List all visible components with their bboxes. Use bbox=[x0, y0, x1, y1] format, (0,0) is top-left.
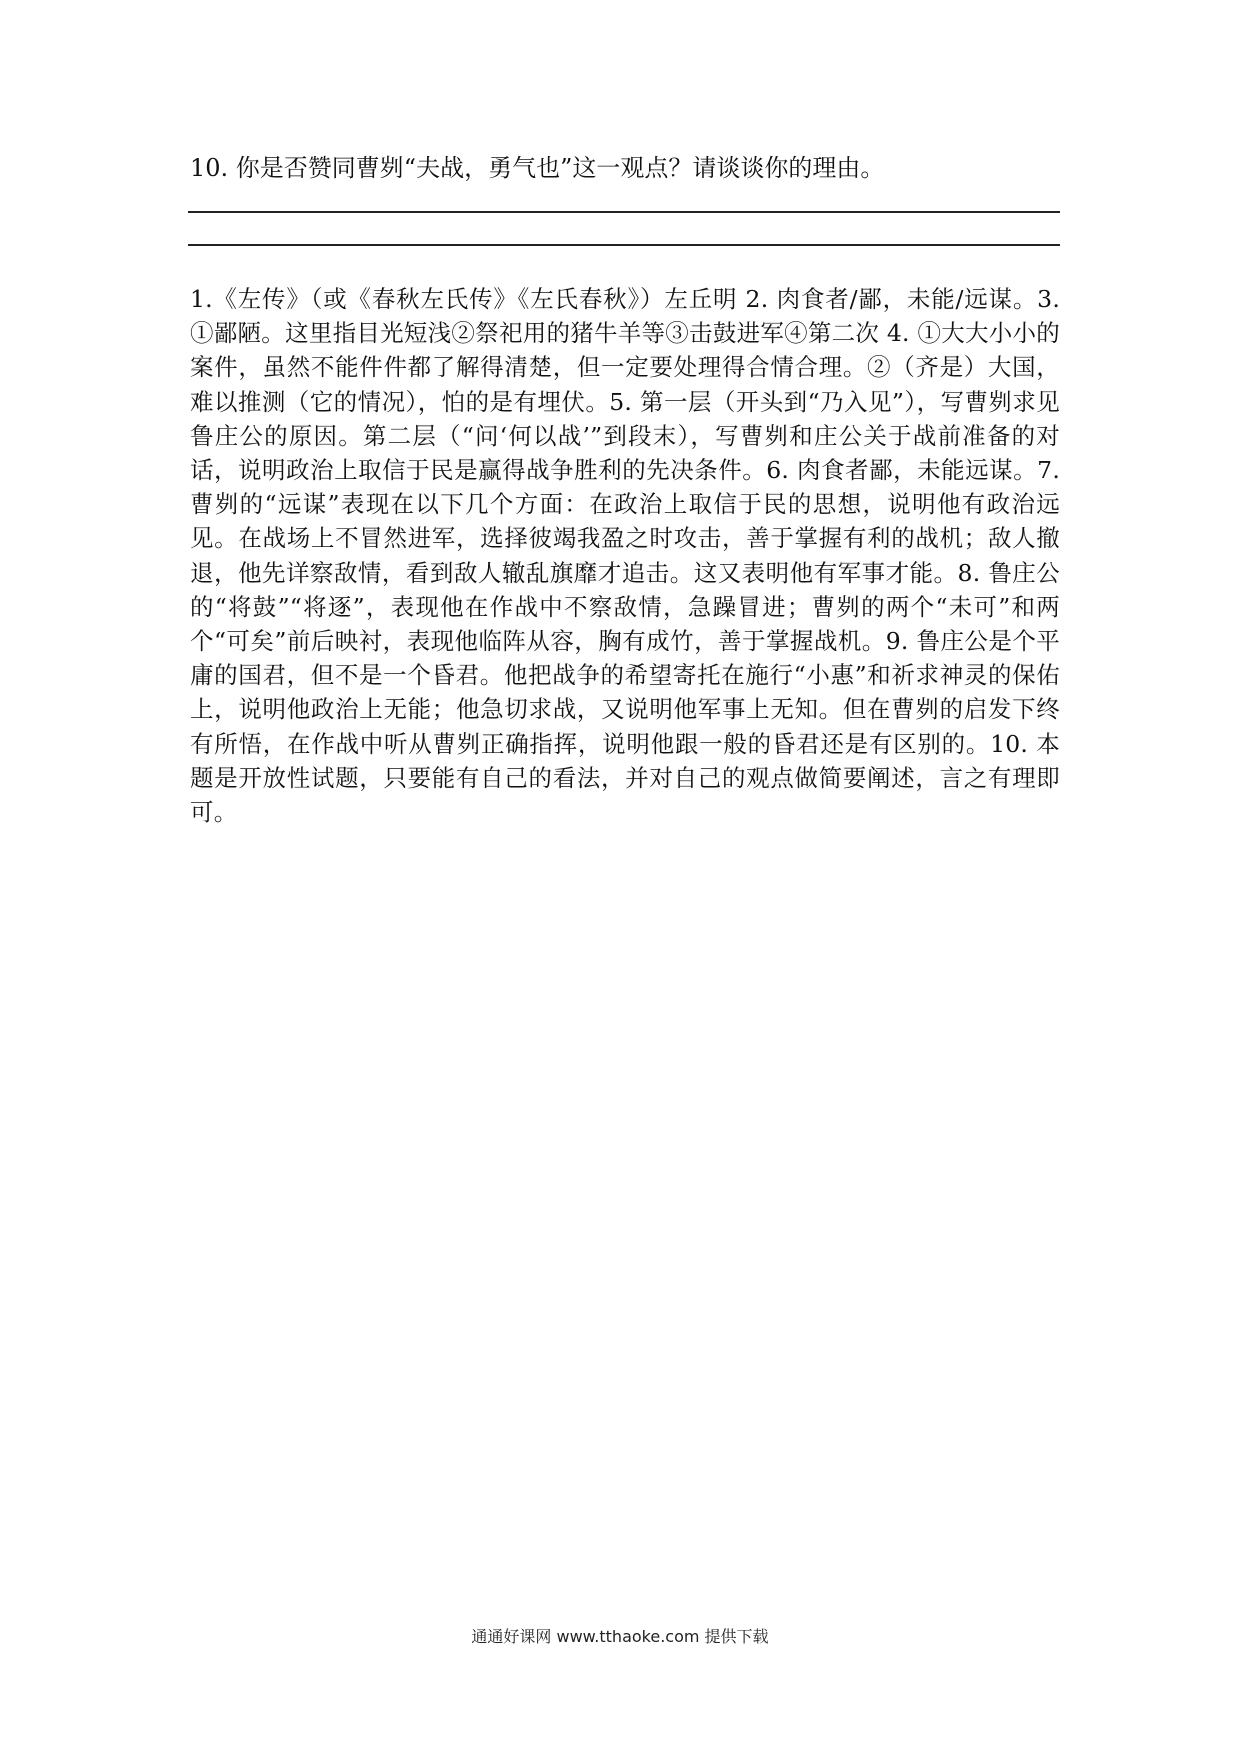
answer-line bbox=[188, 211, 1060, 213]
question-10: 10. 你是否赞同曹刿“夫战，勇气也”这一观点？请谈谈你的理由。 bbox=[190, 154, 885, 182]
answer-line bbox=[188, 244, 1060, 246]
answer-key: 1.《左传》（或《春秋左氏传》《左氏春秋》）左丘明 2. 肉食者/鄙，未能/远谋。3. ①鄙陋。这里指目光短浅②祭祀用的猪牛羊等③击鼓进军④第二次 4. ①大大小小的案件，虽然不能件件都了解得清楚，但一定要处理得合情合理。②（齐是）大国，难以推测（它的情况），怕的是有埋伏。5. 第一层（开头到“乃入见”），写曹刿求见鲁庄公的原因。第二层（“问‘何以战’”到段末），写曹刿和庄公关于战前准备的对话，说明政治上取信于民是赢得战争胜利的先决条件。6. 肉食者鄙，未能远谋。7. 曹刿的“远谋”表现在以下几个方面：在政治上取信于民的思想，说明他有政治远见。在战场上不冒然进军，选择彼竭我盈之时攻击，善于掌握有利的战机；敌人撤退，他先详察敌情，看到敌人辙乱旗靡才追击。这又表明他有军事才能。8. 鲁庄公的“将鼓”“将逐”，表现他在作战中不察敌情，急躁冒进；曹刿的两个“未可”和两个“可矣”前后映衬，表现他临阵从容，胸有成竹，善于掌握战机。9. 鲁庄公是个平庸的国君，但不是一个昏君。他把战争的希望寄托在施行“小惠”和祈求神灵的保佑上，说明他政治上无能；他急切求战，又说明他军事上无知。但在曹刿的启发下终有所悟，在作战中听从曹刿正确指挥，说明他跟一般的昏君还是有区别的。10. 本题是开放性试题，只要能有自己的看法，并对自己的观点做简要阐述，言之有理即可。 bbox=[190, 285, 1060, 827]
page-footer: 通通好课网 www.tthaoke.com 提供下载 bbox=[471, 1627, 769, 1646]
